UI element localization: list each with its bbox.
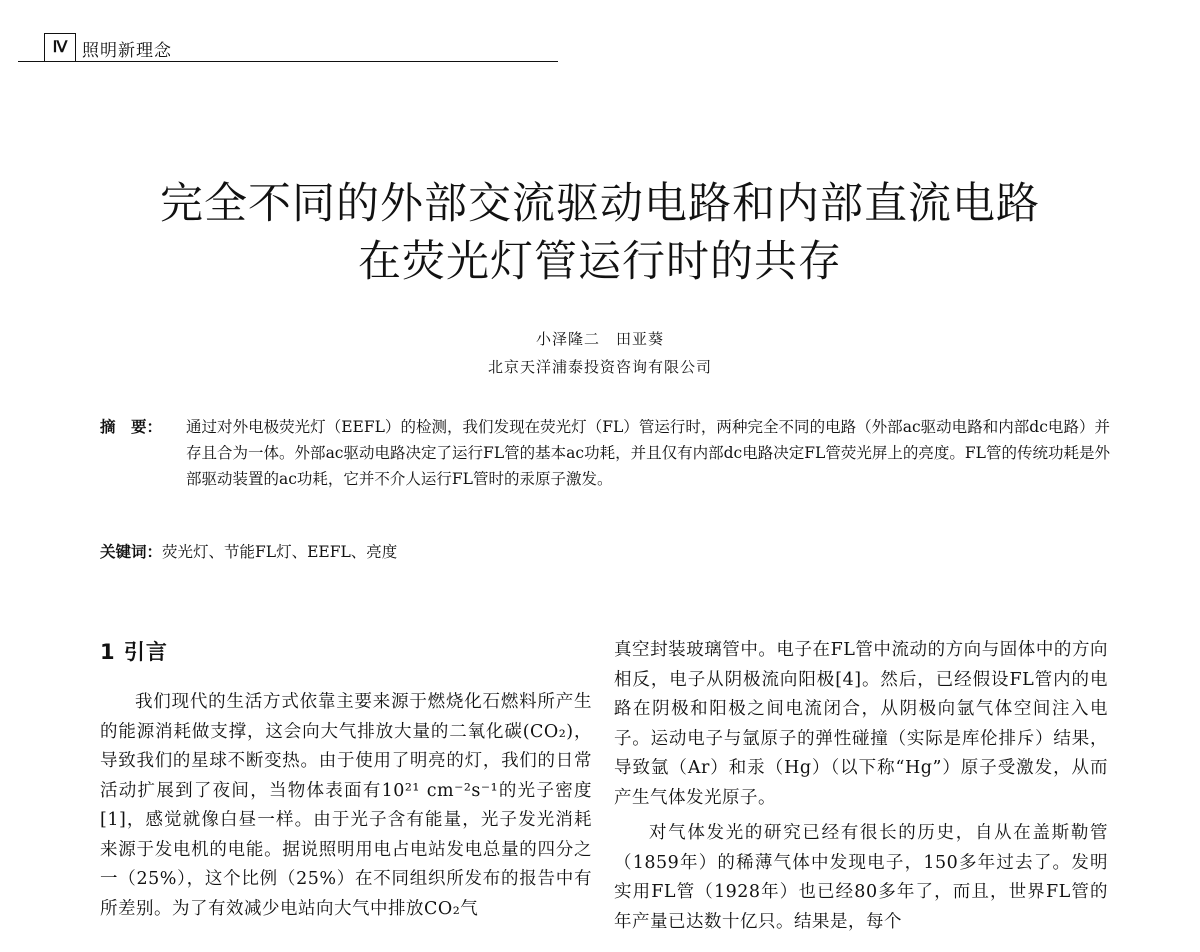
abstract-label: 摘 要：	[100, 417, 163, 436]
keywords	[100, 540, 397, 562]
title-line-1: 完全不同的外部交流驱动电路和内部直流电路	[160, 179, 1040, 229]
section-heading: 1 引言	[100, 640, 168, 664]
authors: 小泽隆二 田亚葵	[535, 330, 664, 348]
intro-paragraph: 我们现代的生活方式依靠主要来源于燃烧化石燃料所产生的能源消耗做支撑，这会向大气排放大量的二氧化碳(CO₂)，导致我们的星球不断变热。由于使用了明亮的灯，我们的日常活动扩展到了夜间，当物体表面有10²¹ cm⁻²s⁻¹的光子密度[1]，感觉就像白昼一样。由于光子含有能量，光子发光消耗来源于发电机的电能。据说照明用电占电站发电总量的四分之一（25%），这个比例（25%）在不同组织所发布的报告中有所差别。为了有效减少电站向大气中排放CO₂气	[100, 692, 592, 919]
title-line-2: 在荧光灯管运行时的共存	[358, 237, 842, 287]
right-column	[614, 636, 1108, 937]
abstract-text: 通过对外电极荧光灯（EEFL）的检测，我们发现在荧光灯（FL）管运行时，两种完全不同的电路（外部ac驱动电路和内部dc电路）并存且合为一体。外部ac驱动电路决定了运行FL管的基本ac功耗，并且仅有内部dc电路决定FL管荧光屏上的亮度。FL管的传统功耗是外部驱动装置的ac功耗，它并不介人运行FL管时的汞原子激发。	[186, 418, 1110, 488]
keywords-text: 荧光灯、节能FL灯、EEFL、亮度	[162, 543, 398, 561]
section-name: 照明新理念	[82, 41, 172, 61]
right-paragraph-1: 真空封装玻璃管中。电子在FL管中流动的方向与固体中的方向相反，电子从阴极流向阳极[4]。然后，已经假设FL管内的电路在阴极和阳极之间电流闭合，从阴极向氩气体空间注入电子。运动电子与氩原子的弹性碰撞（实际是库伦排斥）结果，导致氩（Ar）和汞（Hg）（以下称“Hg”）原子受激发，从而产生气体发光原子。	[614, 640, 1108, 808]
running-header	[18, 28, 558, 64]
header-rule	[18, 61, 558, 62]
affiliation: 北京天洋浦泰投资咨询有限公司	[487, 358, 712, 376]
keywords-label: 关键词：	[100, 542, 163, 561]
section-numeral-box: Ⅳ	[44, 33, 76, 61]
right-paragraph-2: 对气体发光的研究已经有很长的历史，自从在盖斯勒管（1859年）的稀薄气体中发现电子，150多年过去了。发明实用FL管（1928年）也已经80多年了，而且，世界FL管的年产量已达数十亿只。结果是，每个	[614, 823, 1108, 932]
left-column	[100, 636, 592, 924]
